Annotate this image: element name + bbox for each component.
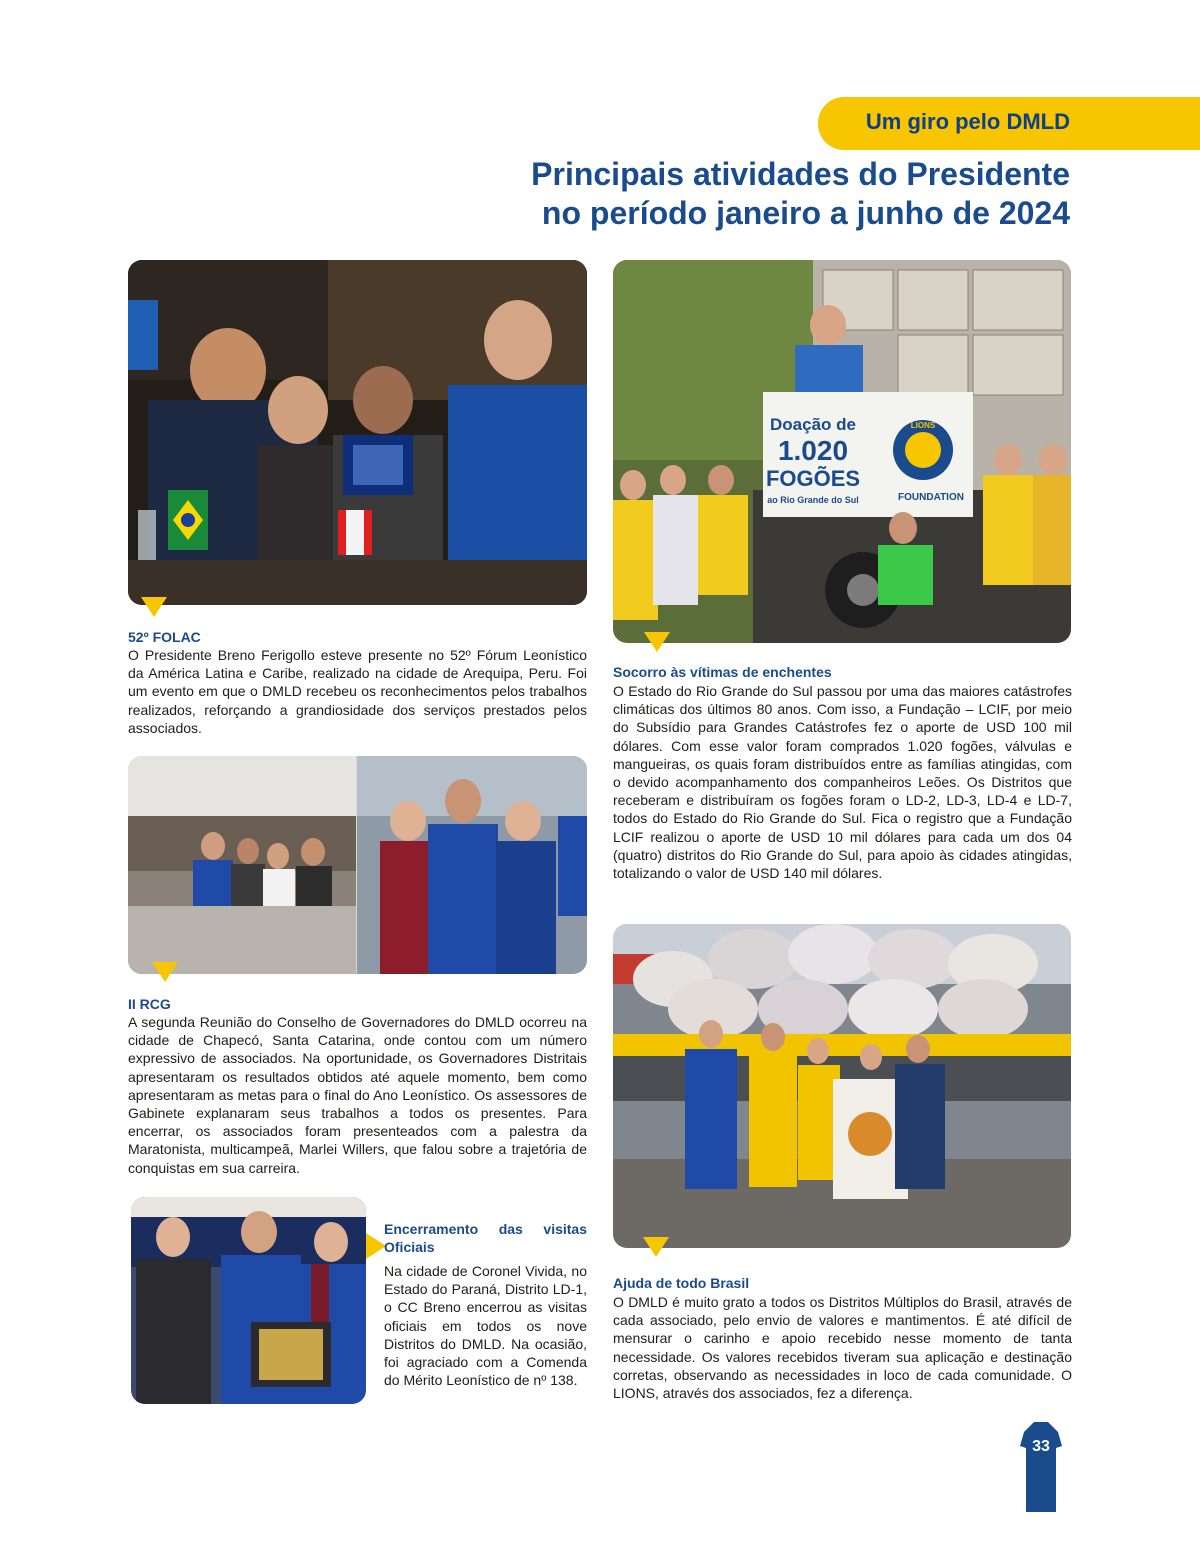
banner-doacao-text: Doação de [770, 415, 856, 434]
section-title-rcg: II RCG [128, 996, 171, 1012]
photo-folac-award [128, 260, 587, 605]
marker-encerramento [366, 1233, 386, 1259]
page-title-line2: no período janeiro a junho de 2024 [541, 195, 1070, 231]
section-body-enchentes: O Estado do Rio Grande do Sul passou por uma das maiores catástrofes climáticas dos últimos 80 anos. Com isso, a Fundação – LCIF, por meio do Subsídio para Grandes Catástrofes fez o aporte de USD 100 mil dólares. Com esse valor foram comprados 1.020 fogões, válvulas e mangueiras, os quais foram distribuídos entre as famílias atingidas, com o devido acompanhamento dos companheiros Leões. Os Distritos que receberam e distribuíram os fogões foram o LD-2, LD-3, LD-4 e LD-7, todos do Estado do Rio Grande do Sul. Fica o registro que a Fundação LCIF realizou o aporte de USD 10 mil dólares para cada um dos 04 (quatro) distritos do Rio Grande do Sul, para apoio às cidades atingidas, totalizando o valor de USD 140 mil dólares. [613, 683, 1072, 882]
banner-foundation-text: FOUNDATION [898, 492, 964, 503]
section-title-encerramento [384, 1220, 587, 1256]
marker-rcg [152, 962, 178, 982]
shirt-icon [1020, 1422, 1062, 1512]
section-title-encerramento-line2: Oficiais [384, 1239, 435, 1255]
page-number-badge [1020, 1422, 1062, 1512]
section-tab-label: Um giro pelo DMLD [865, 109, 1070, 134]
banner-lions-text: LIONS [910, 421, 936, 430]
page-title-line1: Principais atividades do Presidente [531, 156, 1070, 192]
section-title-ajuda: Ajuda de todo Brasil [613, 1275, 750, 1291]
banner-rs-text: ao Rio Grande do Sul [767, 495, 859, 505]
marker-ajuda [643, 1237, 669, 1257]
banner-quantity-text: 1.020 [777, 435, 849, 466]
photo-rcg [128, 756, 587, 974]
marker-folac [141, 597, 167, 617]
section-title-encerramento-line1: Encerramento das visitas [384, 1221, 587, 1237]
page-number: 33 [1032, 1438, 1050, 1455]
section-title-enchentes: Socorro às vítimas de enchentes [613, 664, 832, 680]
section-body-folac: O Presidente Breno Ferigollo esteve presente no 52º Fórum Leonístico da América Latina e Caribe, realizado na cidade de Arequipa, Peru. Foi um evento em que o DMLD recebeu os reconhecimentos pelos trabalhos realizados, reforçando a grandiosidade dos serviços prestados pelos associados. [128, 647, 587, 736]
photo-encerramento [131, 1197, 366, 1404]
photo-ajuda-brasil [613, 924, 1071, 1248]
page-title [430, 155, 1070, 233]
marker-enchentes [644, 632, 670, 652]
banner-fogoes-text: FOGÕES [765, 466, 861, 491]
section-body-encerramento: Na cidade de Coronel Vivida, no Estado do Paraná, Distrito LD-1, o CC Breno encerrou as visitas oficiais em todos os nove Distritos do DMLD. Na ocasião, foi agraciado com a Comenda do Mérito Leonístico de nº 138. [384, 1263, 587, 1389]
section-tab [818, 97, 1200, 150]
photo-donation-stoves [613, 260, 1071, 643]
section-title-folac: 52º FOLAC [128, 629, 201, 645]
section-body-ajuda: O DMLD é muito grato a todos os Distritos Múltiplos do Brasil, através de cada associado, pelo envio de valores e mantimentos. É até difícil de mensurar o carinho e apoio recebido nesse momento de tanta necessidade. Os valores recebidos tiveram sua aplicação e destinação corretas, observando as necessidades in loco de cada comunidade. O LIONS, através dos associados, fez a diferença. [613, 1294, 1072, 1402]
section-body-rcg: A segunda Reunião do Conselho de Governadores do DMLD ocorreu na cidade de Chapecó, Santa Catarina, onde contou com um número expressivo de associados. Na oportunidade, os Governadores Distritais apresentaram os resultados obtidos até aquele momento, bem como apresentaram as metas para o final do Ano Leonístico. Os assessores de Gabinete explanaram seus trabalhos a todos os presentes. Para encerrar, os associados foram presenteados com a palestra da Maratonista, multicampeã, Marlei Willers, que falou sobre a trajetória de conquistas em sua carreira. [128, 1014, 587, 1176]
